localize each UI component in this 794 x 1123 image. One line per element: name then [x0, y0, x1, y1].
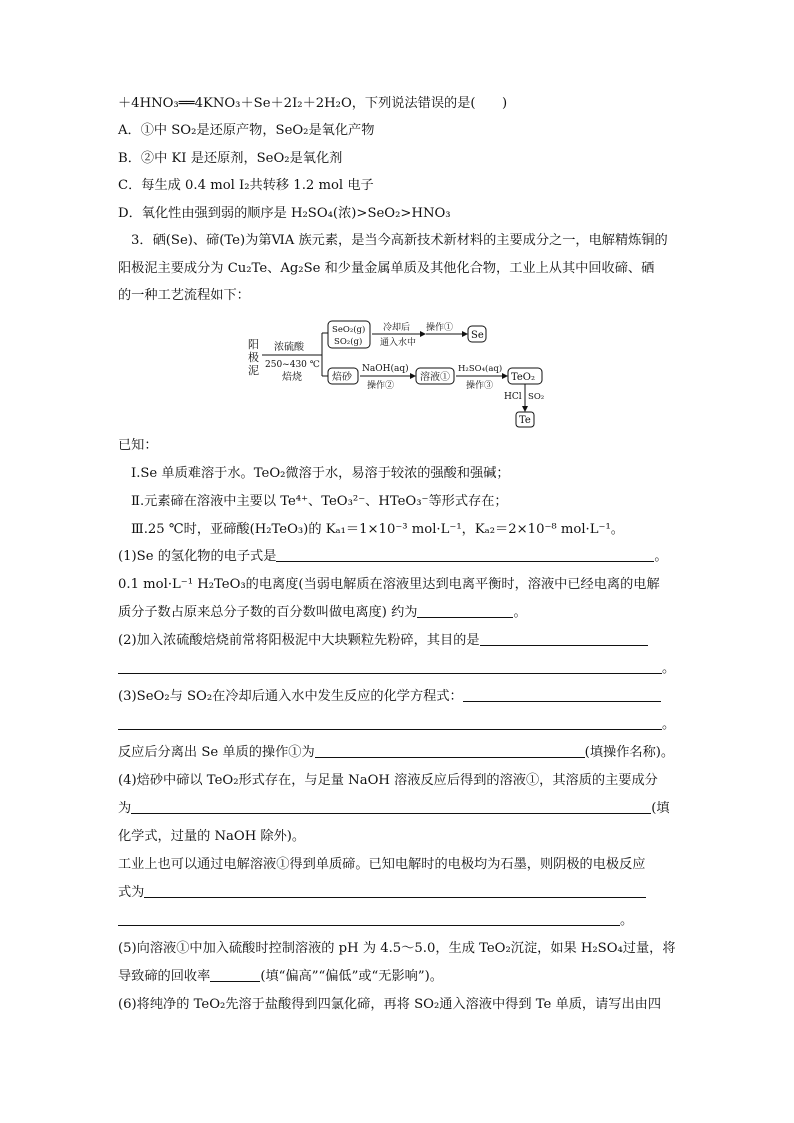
question-4-line3: 化学式，过量的 NaOH 除外)。 — [118, 829, 306, 844]
answer-blank[interactable] — [144, 884, 646, 898]
question-4-electrolysis: 工业上也可以通过电解溶液①得到单质碲。已知电解时的电极均为石墨，则阴极的电极反应 — [118, 857, 646, 872]
flow-temp: 250~430 ℃ — [265, 360, 320, 370]
flow-h2so4: H₂SO₄(aq) — [458, 364, 503, 374]
question-5: (5)向溶液①中加入硫酸时控制溶液的 pH 为 4.5～5.0，生成 TeO₂沉淀，如果 H₂SO₄过量，将 — [118, 941, 676, 956]
question-4-electrode-line2: 。 — [118, 912, 633, 930]
question-3-text-end: 的一种工艺流程如下： — [118, 288, 250, 303]
flow-start-1: 阳 — [248, 338, 259, 351]
flow-cool: 冷却后 — [383, 323, 411, 333]
flow-teo2: TeO₂ — [511, 372, 536, 383]
answer-blank[interactable] — [480, 632, 648, 646]
answer-blank[interactable] — [118, 660, 662, 674]
flow-te: Te — [519, 415, 531, 426]
flow-sol1: 溶液① — [420, 372, 450, 383]
question-4: (4)焙砂中碲以 TeO₂形式存在，与足量 NaOH 溶液反应后得到的溶液①，其溶质的主要成分 — [118, 773, 658, 788]
known-1: Ⅰ.Se 单质难溶于水。TeO₂微溶于水，易溶于较浓的强酸和强碱； — [131, 466, 510, 481]
flow-op1: 操作① — [426, 323, 454, 333]
question-3-line2: 。 — [118, 716, 675, 734]
flow-water: 通入水中 — [380, 338, 417, 348]
flow-gas2: SO₂(g) — [334, 337, 363, 347]
question-3-text: 阳极泥主要成分为 Cu₂Te、Ag₂Se 和少量金属单质及其他化合物，工业上从其中回收碲、硒 — [118, 261, 655, 276]
question-5-line2: 导致碲的回收率 (填“偏高”“偏低”或“无影响”)。 — [118, 969, 443, 984]
option-d: D．氧化性由强到弱的顺序是 H₂SO₄(浓)>SeO₂>HNO₃ — [118, 206, 451, 221]
answer-blank[interactable] — [118, 716, 662, 730]
question-4-electrode: 式为 — [118, 884, 646, 902]
flow-sand: 焙砂 — [332, 372, 352, 383]
question-1-ionization: 0.1 mol·L⁻¹ H₂TeO₃的电离度(当弱电解质在溶液里达到电离平衡时，溶液中已经电离的电解 — [118, 577, 660, 592]
answer-blank[interactable] — [315, 744, 585, 758]
flow-gas1: SeO₂(g) — [332, 325, 366, 335]
flow-so2: SO₂ — [528, 392, 545, 402]
flow-op3: 操作③ — [466, 381, 494, 391]
question-6: (6)将纯净的 TeO₂先溶于盐酸得到四氯化碲，再将 SO₂通入溶液中得到 Te 单质，请写出由四 — [118, 997, 662, 1012]
equation-line: ＋4HNO₃══4KNO₃＋Se＋2I₂＋2H₂O，下列说法错误的是( ) — [118, 96, 508, 111]
flow-start-3: 泥 — [248, 364, 259, 377]
question-3-intro: 3．硒(Se)、碲(Te)为第ⅥA 族元素，是当今高新技术新材料的主要成分之一，电解精炼铜的 — [131, 233, 668, 248]
answer-blank[interactable] — [131, 800, 651, 814]
answer-blank[interactable] — [210, 968, 260, 982]
known-heading: 已知： — [118, 438, 158, 453]
question-1: (1)Se 的氢化物的电子式是 。 — [118, 549, 668, 564]
flow-acid: 浓硫酸 — [274, 342, 304, 353]
flow-start-2: 极 — [248, 351, 259, 364]
answer-blank[interactable] — [118, 912, 620, 926]
question-2-line2: 。 — [118, 660, 675, 678]
known-3: Ⅲ.25 ℃时，亚碲酸(H₂TeO₃)的 Kₐ₁＝1×10⁻³ mol·L⁻¹，Kₐ₂＝2×10⁻⁸ mol·L⁻¹。 — [131, 522, 624, 537]
option-b: B．②中 KI 是还原剂，SeO₂是氧化剂 — [118, 151, 343, 166]
flow-op2: 操作② — [367, 381, 395, 391]
flow-hcl: HCl — [504, 392, 522, 402]
question-4-line2: 为 (填 — [118, 801, 670, 816]
flow-se: Se — [471, 330, 484, 341]
known-2: Ⅱ.元素碲在溶液中主要以 Te⁴⁺、TeO₃²⁻、HTeO₃⁻等形式存在； — [131, 494, 508, 509]
process-flow-diagram — [240, 318, 560, 428]
answer-blank[interactable] — [276, 548, 654, 562]
question-2: (2)加入浓硫酸焙烧前常将阳极泥中大块颗粒先粉碎，其目的是 — [118, 632, 648, 650]
question-3-op1: 反应后分离出 Se 单质的操作①为 (填操作名称)。 — [118, 745, 675, 760]
question-1-ionization-end: 质分子数占原来总分子数的百分数叫做电离度) 约为 。 — [118, 605, 527, 620]
answer-blank[interactable] — [463, 688, 661, 702]
answer-blank[interactable] — [417, 604, 513, 618]
option-a: A．①中 SO₂是还原产物，SeO₂是氧化产物 — [118, 123, 375, 138]
option-c: C．每生成 0.4 mol I₂共转移 1.2 mol 电子 — [118, 178, 374, 193]
flow-naoh: NaOH(aq) — [362, 364, 409, 374]
question-3: (3)SeO₂与 SO₂在冷却后通入水中发生反应的化学方程式： — [118, 688, 661, 706]
flow-roast: 焙烧 — [282, 372, 302, 383]
